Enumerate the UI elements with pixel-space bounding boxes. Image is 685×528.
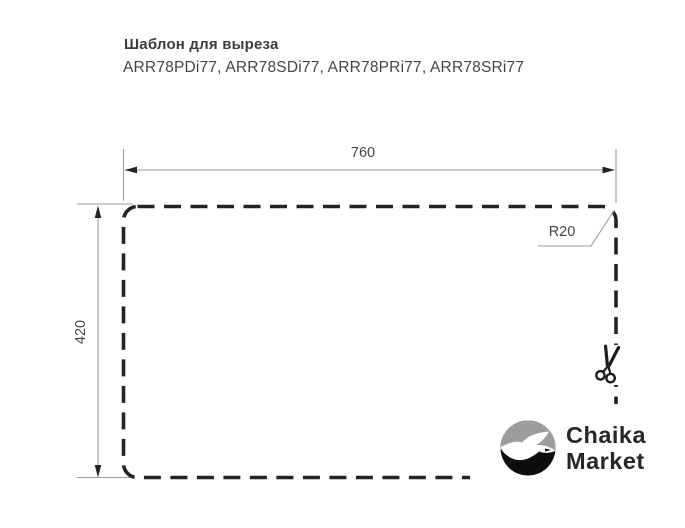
- arrowhead-down: [95, 465, 102, 478]
- logo-text-line2: Market: [566, 448, 645, 474]
- brand-logo: [470, 404, 685, 528]
- width-dimension-label: 760: [350, 145, 376, 161]
- logo-text-line1: Chaika: [566, 422, 647, 448]
- arrowhead-right: [603, 167, 616, 174]
- arrowhead-up: [95, 206, 102, 219]
- arrowhead-left: [125, 167, 138, 174]
- height-dimension-label: 420: [73, 319, 89, 345]
- page-title: Шаблон для выреза: [124, 36, 279, 53]
- seagull-icon: [500, 420, 556, 476]
- radius-label: R20: [548, 224, 576, 240]
- model-list: ARR78PDi77, ARR78SDi77, ARR78PRi77, ARR78SRi77: [123, 59, 525, 76]
